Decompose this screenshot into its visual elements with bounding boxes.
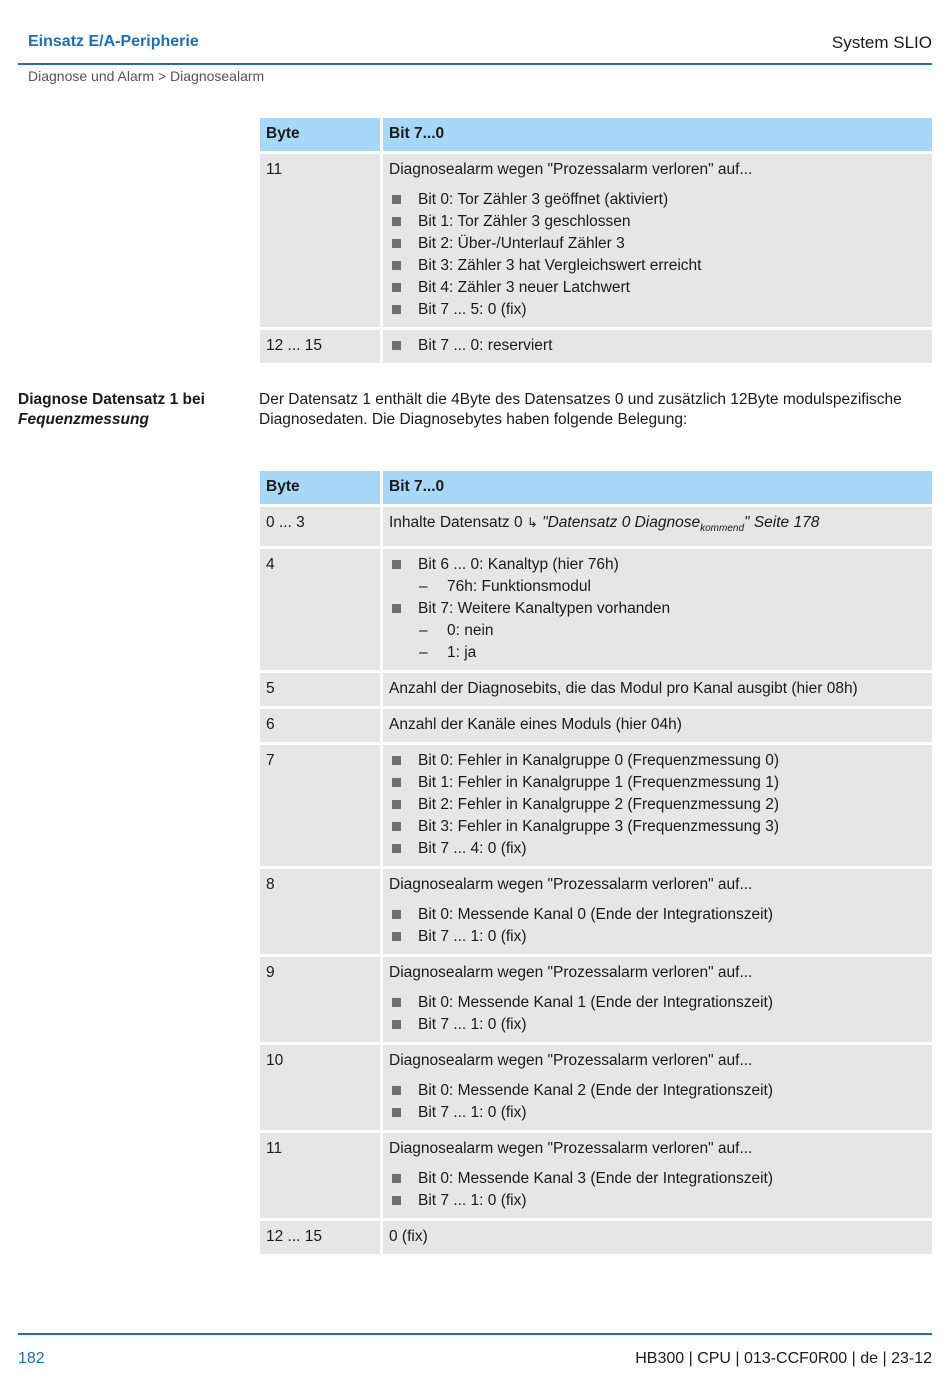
footer-divider: [18, 1333, 932, 1335]
bits-cell: [383, 1133, 932, 1218]
row-text: Inhalte Datensatz 0: [389, 514, 523, 531]
list-item: Bit 7 ... 1: 0 (fix): [389, 1102, 926, 1124]
list-item: Bit 2: Über-/Unterlauf Zähler 3: [389, 233, 926, 255]
dash-bullet-icon: –: [419, 578, 428, 596]
square-bullet-icon: [392, 998, 401, 1007]
list-item: Bit 7 ... 1: 0 (fix): [389, 1190, 926, 1212]
table-header-row: [260, 471, 932, 504]
bits-cell: 0 (fix): [383, 1221, 932, 1254]
chapter-title: Einsatz E/A-Peripherie: [28, 33, 199, 50]
sub-list-item: – 0: nein: [389, 620, 926, 642]
dash-bullet-icon: –: [419, 622, 428, 640]
byte-cell: 8: [260, 869, 380, 954]
square-bullet-icon: [392, 778, 401, 787]
bit-list: [389, 1168, 926, 1212]
reference-arrow-icon: ↳: [526, 515, 538, 530]
row-intro: Diagnosealarm wegen "Prozessalarm verloren" auf...: [389, 161, 753, 178]
square-bullet-icon: [392, 822, 401, 831]
square-bullet-icon: [392, 261, 401, 270]
list-item: Bit 0: Fehler in Kanalgruppe 0 (Frequenzmessung 0): [389, 750, 926, 772]
bit-list: [389, 189, 926, 321]
list-item: Bit 0: Messende Kanal 1 (Ende der Integrationszeit): [389, 992, 926, 1014]
diagnose-table-1: [257, 115, 935, 366]
table-row: [260, 709, 932, 742]
list-item: Bit 7: Weitere Kanaltypen vorhanden: [389, 598, 926, 620]
list-item: Bit 7 ... 1: 0 (fix): [389, 926, 926, 948]
bit-list: [389, 598, 926, 620]
list-item: Bit 7 ... 0: reserviert: [389, 335, 926, 357]
bits-cell: [383, 869, 932, 954]
square-bullet-icon: [392, 1174, 401, 1183]
square-bullet-icon: [392, 604, 401, 613]
section-title: [18, 390, 248, 430]
square-bullet-icon: [392, 341, 401, 350]
bits-cell: [383, 154, 932, 327]
byte-cell: 6: [260, 709, 380, 742]
bits-cell: Anzahl der Kanäle eines Moduls (hier 04h): [383, 709, 932, 742]
cross-reference-link[interactable]: "Datensatz 0 Diagnose$_{kommend}$" Seite 178: [542, 514, 820, 535]
byte-cell: 12 ... 15: [260, 330, 380, 363]
byte-cell: 11: [260, 1133, 380, 1218]
byte-cell: 0 ... 3: [260, 507, 380, 546]
list-item: Bit 0: Messende Kanal 0 (Ende der Integrationszeit): [389, 904, 926, 926]
bits-cell: [383, 507, 932, 546]
list-item: Bit 1: Tor Zähler 3 geschlossen: [389, 211, 926, 233]
table-row: [260, 745, 932, 866]
header-bits: Bit 7...0: [383, 471, 932, 504]
square-bullet-icon: [392, 239, 401, 248]
page-number: 182: [18, 1350, 45, 1367]
table-row: [260, 1133, 932, 1218]
table-row: [260, 330, 932, 363]
list-item: Bit 0: Messende Kanal 2 (Ende der Integrationszeit): [389, 1080, 926, 1102]
byte-cell: 12 ... 15: [260, 1221, 380, 1254]
document-id: HB300 | CPU | 013-CCF0R00 | de | 23-12: [635, 1350, 932, 1367]
list-item: Bit 4: Zähler 3 neuer Latchwert: [389, 277, 926, 299]
table-row: [260, 507, 932, 546]
header-divider: [18, 63, 932, 65]
list-item: Bit 7 ... 4: 0 (fix): [389, 838, 926, 860]
square-bullet-icon: [392, 217, 401, 226]
square-bullet-icon: [392, 844, 401, 853]
byte-cell: 4: [260, 549, 380, 670]
list-item: Bit 0: Messende Kanal 3 (Ende der Integrationszeit): [389, 1168, 926, 1190]
section-description: Der Datensatz 1 enthält die 4Byte des Datensatzes 0 und zusätzlich 12Byte modulspezifische Diagnosedaten. Die Diagnosebytes haben folgende Belegung:: [259, 391, 902, 428]
dash-bullet-icon: –: [419, 644, 428, 662]
byte-cell: 11: [260, 154, 380, 327]
square-bullet-icon: [392, 1196, 401, 1205]
list-item: Bit 1: Fehler in Kanalgruppe 1 (Frequenzmessung 1): [389, 772, 926, 794]
diagnose-table-2: [257, 468, 935, 1257]
list-item: Bit 7 ... 5: 0 (fix): [389, 299, 926, 321]
table-row: [260, 549, 932, 670]
square-bullet-icon: [392, 1108, 401, 1117]
bits-cell: [383, 957, 932, 1042]
table-row: [260, 1045, 932, 1130]
table-row: [260, 673, 932, 706]
bit-list: [389, 335, 926, 357]
section-title-line2: Fequenzmessung: [18, 411, 149, 428]
bit-list: [389, 904, 926, 948]
bits-cell: [383, 1045, 932, 1130]
square-bullet-icon: [392, 283, 401, 292]
list-item: Bit 3: Fehler in Kanalgruppe 3 (Frequenzmessung 3): [389, 816, 926, 838]
header-byte: Byte: [260, 118, 380, 151]
square-bullet-icon: [392, 910, 401, 919]
product-name: System SLIO: [831, 33, 932, 52]
list-item: Bit 3: Zähler 3 hat Vergleichswert erreicht: [389, 255, 926, 277]
bits-cell: [383, 745, 932, 866]
table-row: [260, 957, 932, 1042]
square-bullet-icon: [392, 1020, 401, 1029]
bit-list: [389, 992, 926, 1036]
sub-list-item: – 1: ja: [389, 642, 926, 664]
square-bullet-icon: [392, 932, 401, 941]
byte-cell: 10: [260, 1045, 380, 1130]
row-intro: Diagnosealarm wegen "Prozessalarm verloren" auf...: [389, 1052, 753, 1070]
square-bullet-icon: [392, 1086, 401, 1095]
table-header-row: [260, 118, 932, 151]
header-byte: Byte: [260, 471, 380, 504]
breadcrumb: Diagnose und Alarm > Diagnosealarm: [28, 68, 265, 84]
list-item: Bit 6 ... 0: Kanaltyp (hier 76h): [389, 554, 926, 576]
section-title-line1: Diagnose Datensatz 1 bei: [18, 391, 205, 408]
header-bits: Bit 7...0: [383, 118, 932, 151]
bit-list: [389, 750, 926, 860]
byte-cell: 5: [260, 673, 380, 706]
table-row: [260, 154, 932, 327]
table-row: [260, 869, 932, 954]
row-intro: Diagnosealarm wegen "Prozessalarm verloren" auf...: [389, 1140, 753, 1158]
bits-cell: [383, 549, 932, 670]
byte-cell: 7: [260, 745, 380, 866]
square-bullet-icon: [392, 305, 401, 314]
square-bullet-icon: [392, 560, 401, 569]
square-bullet-icon: [392, 800, 401, 809]
byte-cell: 9: [260, 957, 380, 1042]
square-bullet-icon: [392, 756, 401, 765]
row-intro: Diagnosealarm wegen "Prozessalarm verloren" auf...: [389, 876, 753, 894]
list-item: Bit 2: Fehler in Kanalgruppe 2 (Frequenzmessung 2): [389, 794, 926, 816]
square-bullet-icon: [392, 195, 401, 204]
sub-list-item: – 76h: Funktionsmodul: [389, 576, 926, 598]
bits-cell: Anzahl der Diagnosebits, die das Modul pro Kanal ausgibt (hier 08h): [383, 673, 932, 706]
table-row: [260, 1221, 932, 1254]
bits-cell: [383, 330, 932, 363]
list-item: Bit 0: Tor Zähler 3 geöffnet (aktiviert): [389, 189, 926, 211]
bit-list: [389, 554, 926, 576]
sub-list: [389, 576, 926, 598]
row-intro: Diagnosealarm wegen "Prozessalarm verloren" auf...: [389, 964, 753, 982]
list-item: Bit 7 ... 1: 0 (fix): [389, 1014, 926, 1036]
sub-list: [389, 620, 926, 664]
bit-list: [389, 1080, 926, 1124]
